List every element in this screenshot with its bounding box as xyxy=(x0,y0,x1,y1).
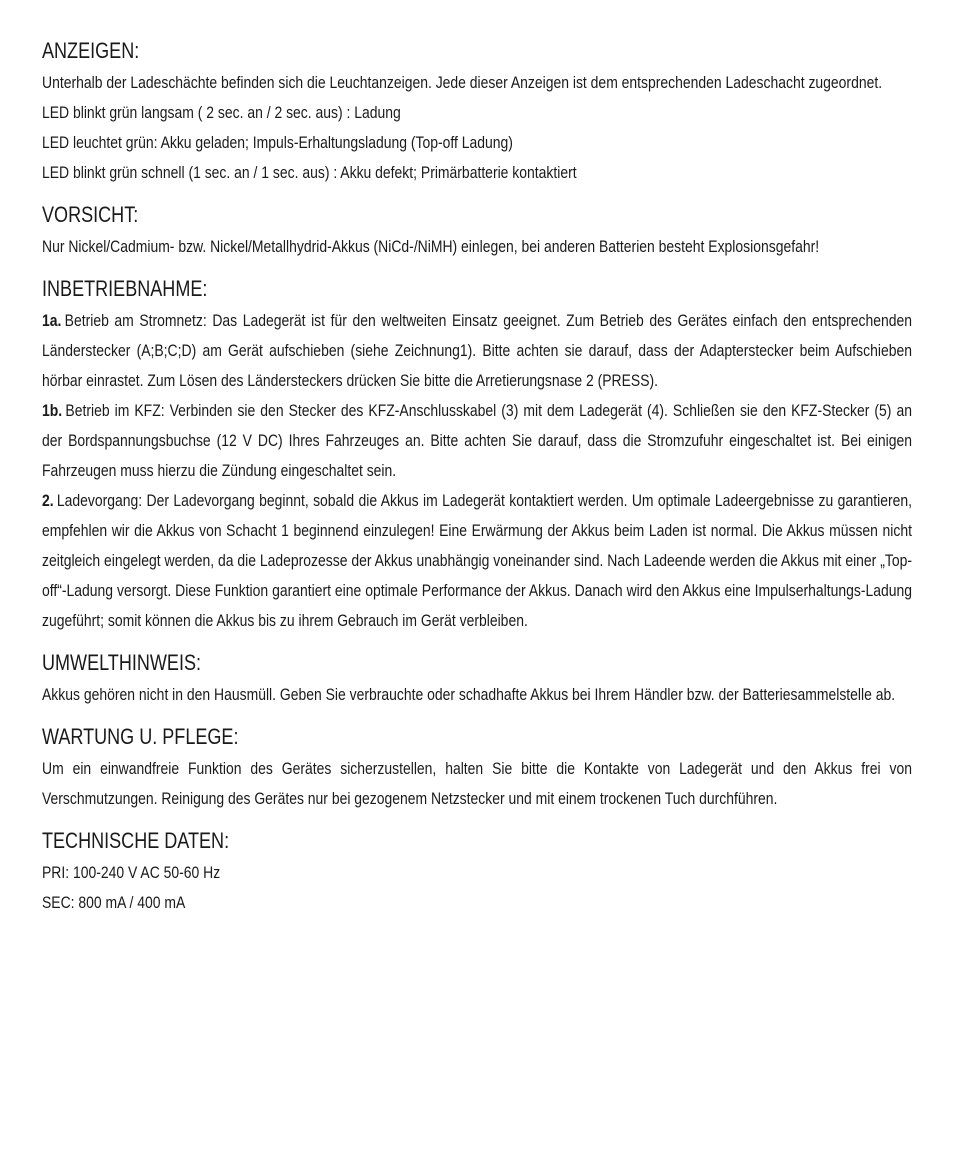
spec-line: SEC: 800 mA / 400 mA xyxy=(42,893,186,912)
paragraph: Nur Nickel/Cadmium- bzw. Nickel/Metallhydrid-Akkus (NiCd-/NiMH) einlegen, bei anderen Batterien besteht Explosionsgefahr! xyxy=(42,237,820,256)
section-umwelthinweis xyxy=(42,648,912,710)
led-status-line: LED blinkt grün langsam ( 2 sec. an / 2 sec. aus) : Ladung xyxy=(42,103,401,122)
instruction-item xyxy=(42,306,912,396)
item-text: Betrieb am Stromnetz: Das Ladegerät ist für den weltweiten Einsatz geeignet. Zum Betrieb des Gerätes einfach den entsprechenden Länderstecker (A;B;C;D) am Gerät aufschieben (siehe Zeichnung1). Bitte achten sie darauf, dass der Adapterstecker beim Aufschieben hörbar einrastet. Zum Lösen des Ländersteckers drücken Sie bitte die Arretierungsnase 2 (PRESS). xyxy=(42,311,912,390)
led-status-line: LED blinkt grün schnell (1 sec. an / 1 sec. aus) : Akku defekt; Primärbatterie kontaktiert xyxy=(42,163,577,182)
item-text: Ladevorgang: Der Ladevorgang beginnt, sobald die Akkus im Ladegerät kontaktiert werden. Um optimale Ladeergebnisse zu garantieren, empfehlen wir die Akkus von Schacht 1 beginnend einzulegen! Eine Erwärmung der Akkus beim Laden ist normal. Die Akkus müssen nicht zeitgleich eingelegt werden, da die Ladeprozesse der Akkus unabhängig voneinander sind. Nach Ladeende werden die Akkus mit einer „Top-off“-Ladung versorgt. Diese Funktion garantiert eine optimale Performance der Akkus. Danach wird den Akkus eine Impulserhaltungs-Ladung zugeführt; somit können die Akkus bis zu ihrem Gebrauch im Gerät verbleiben. xyxy=(42,491,912,630)
led-status-line: LED leuchtet grün: Akku geladen; Impuls-Erhaltungsladung (Top-off Ladung) xyxy=(42,133,513,152)
section-heading: UMWELTHINWEIS: xyxy=(42,650,202,675)
section-heading: TECHNISCHE DATEN: xyxy=(42,828,230,853)
instruction-item xyxy=(42,486,912,636)
paragraph: Akkus gehören nicht in den Hausmüll. Geben Sie verbrauchte oder schadhafte Akkus bei Ihrem Händler bzw. der Batteriesammelstelle ab. xyxy=(42,685,896,704)
item-number: 2. xyxy=(42,491,54,510)
section-heading: INBETRIEBNAHME: xyxy=(42,276,208,301)
instruction-item xyxy=(42,396,912,486)
paragraph: Unterhalb der Ladeschächte befinden sich die Leuchtanzeigen. Jede dieser Anzeigen ist dem entsprechenden Ladeschacht zugeordnet. xyxy=(42,73,883,92)
item-number: 1a. xyxy=(42,311,62,330)
spec-line: PRI: 100-240 V AC 50-60 Hz xyxy=(42,863,221,882)
document-page xyxy=(42,36,912,930)
item-text: Betrieb im KFZ: Verbinden sie den Stecker des KFZ-Anschlusskabel (3) mit dem Ladegerät (4). Schließen sie den KFZ-Stecker (5) an der Bordspannungsbuchse (12 V DC) Ihres Fahrzeuges an. Bitte achten Sie darauf, dass die Stromzufuhr eingeschaltet ist. Bei einigen Fahrzeugen muss hierzu die Zündung eingeschaltet sein. xyxy=(42,401,912,480)
section-heading: ANZEIGEN: xyxy=(42,38,140,63)
item-number: 1b. xyxy=(42,401,63,420)
section-technische-daten xyxy=(42,826,912,918)
section-inbetriebnahme xyxy=(42,274,912,636)
section-anzeigen xyxy=(42,36,912,188)
section-heading: WARTUNG U. PFLEGE: xyxy=(42,724,239,749)
section-vorsicht xyxy=(42,200,912,262)
paragraph: Um ein einwandfreie Funktion des Gerätes sicherzustellen, halten Sie bitte die Kontakte von Ladegerät und den Akkus frei von Verschmutzungen. Reinigung des Gerätes nur bei gezogenem Netzstecker und mit einem trockenen Tuch durchführen. xyxy=(42,759,912,808)
section-heading: VORSICHT: xyxy=(42,202,139,227)
section-wartung xyxy=(42,722,912,814)
